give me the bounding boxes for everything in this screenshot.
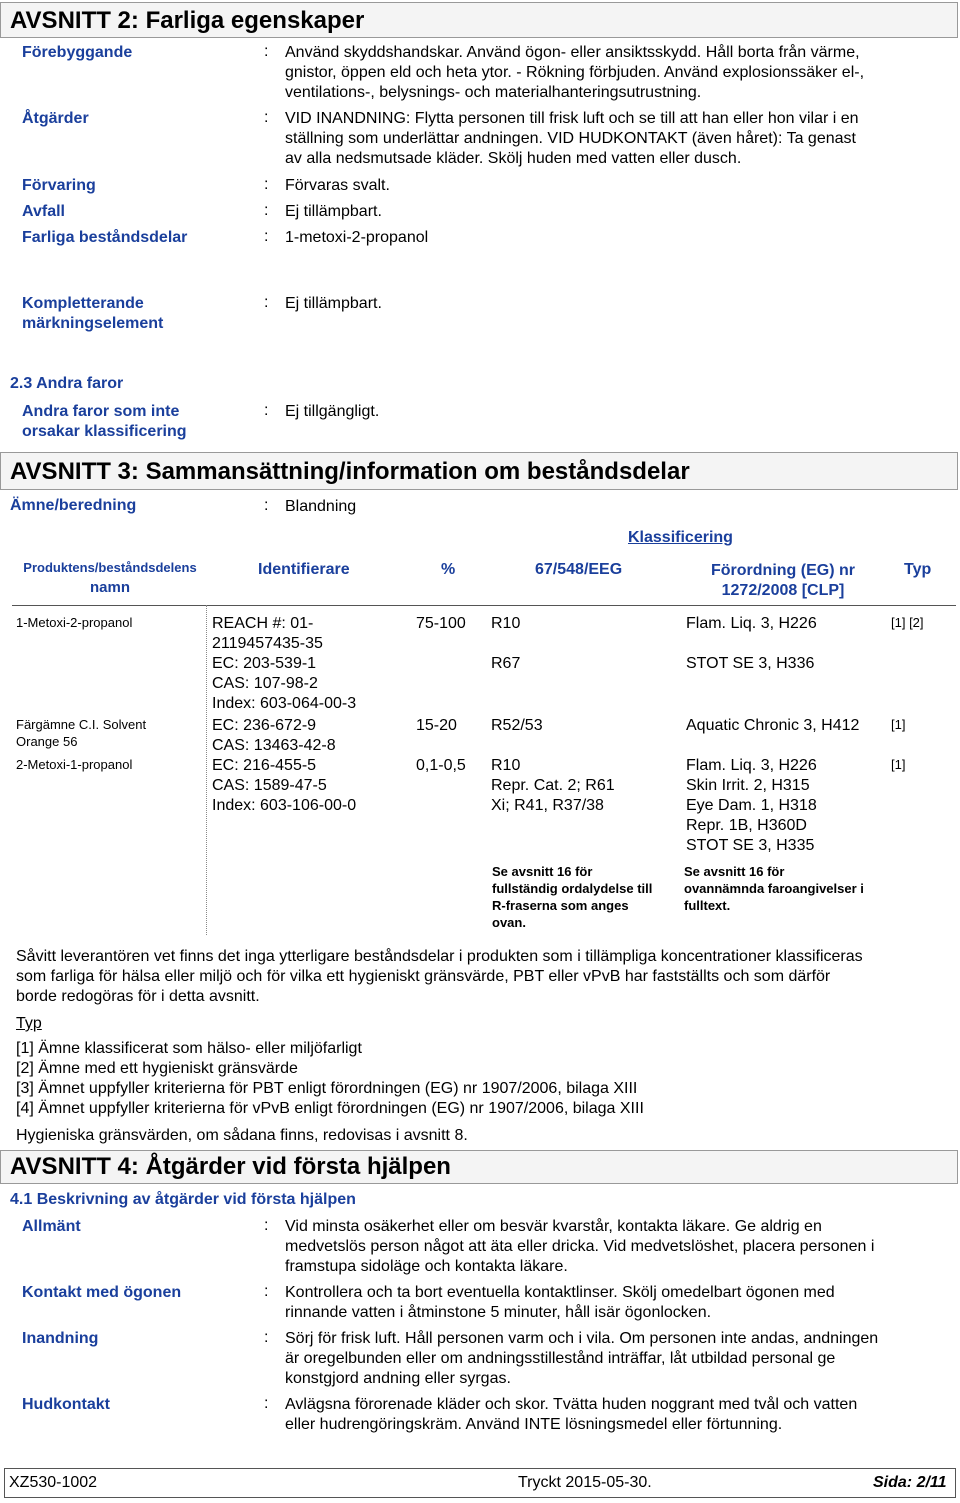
value-disposal: Ej tillämpbart. xyxy=(285,203,382,220)
table-row-identifier: EC: 236-672-9 CAS: 13463-42-8 xyxy=(212,717,336,754)
col-percent-header: % xyxy=(441,561,456,578)
table-row-directive: R10 Repr. Cat. 2; R61 Xi; R41, R37/38 xyxy=(491,757,615,814)
table-row-directive: R52/53 xyxy=(491,717,543,734)
table-row-name: 2-Metoxi-1-propanol xyxy=(16,757,133,772)
other-hazards-heading: 2.3 Andra faror xyxy=(10,375,124,392)
section-2-heading: AVSNITT 2: Farliga egenskaper xyxy=(10,7,365,34)
colon: : xyxy=(264,176,269,193)
classification-heading: Klassificering xyxy=(628,529,733,546)
table-row-type: [1] [2] xyxy=(891,615,924,630)
col-directive-header: 67/548/EEG xyxy=(535,561,623,578)
document-code: XZ530-1002 xyxy=(9,1474,98,1491)
table-row-regulation: Flam. Liq. 3, H226 STOT SE 3, H336 xyxy=(686,615,817,672)
table-row-type: [1] xyxy=(891,757,906,772)
label-storage: Förvaring xyxy=(22,177,96,194)
table-row-percent: 0,1-0,5 xyxy=(416,757,466,774)
colon: : xyxy=(264,1395,269,1412)
colon: : xyxy=(264,1217,269,1234)
table-row-name: 1-Metoxi-2-propanol xyxy=(16,615,133,630)
colon: : xyxy=(264,109,269,126)
label-general: Allmänt xyxy=(22,1218,81,1235)
composition-paragraph: Såvitt leverantören vet finns det inga ytterligare beståndsdelar i produkten som i tillämpliga koncentrationer klassificeras som farliga för hälsa eller miljö och för vilka ett hygieniskt gränsvärde, PBT eller vPvB har fastställts och som därför borde redogöras för i detta avsnitt. xyxy=(16,948,863,1005)
table-row-percent: 15-20 xyxy=(416,717,457,734)
label-eye-contact: Kontakt med ögonen xyxy=(22,1284,182,1301)
table-row-directive: R10 R67 xyxy=(491,615,521,672)
table-row-name: Färgämne C.I. Solvent Orange 56 xyxy=(16,717,147,749)
label-inhalation: Inandning xyxy=(22,1330,99,1347)
print-date: Tryckt 2015-05-30. xyxy=(518,1474,652,1491)
page-footer xyxy=(4,1468,956,1498)
value-supplementary-elements: Ej tillämpbart. xyxy=(285,295,382,312)
value-skin-contact: Avlägsna förorenade kläder och skor. Tvätta huden noggrant med tvål och vatten eller hudrengöringskräm. Använd INTE lösningsmedel eller förtunning. xyxy=(285,1396,858,1433)
label-skin-contact: Hudkontakt xyxy=(22,1396,110,1413)
label-substance: Ämne/beredning xyxy=(10,497,137,514)
label-prevention: Förebyggande xyxy=(22,44,133,61)
colon: : xyxy=(264,43,269,60)
label-other-hazards: Andra faror som inte orsakar klassificering xyxy=(22,403,187,440)
colon: : xyxy=(264,402,269,419)
value-other-hazards: Ej tillgängligt. xyxy=(285,403,380,420)
colon: : xyxy=(264,294,269,311)
value-general: Vid minsta osäkerhet eller om besvär kvarstår, kontakta läkare. Ge aldrig en medvetslös person något att äta eller dricka. Vid medvetslöshet, placera personen i framstupa sidoläge och kontakta läkare. xyxy=(285,1218,875,1275)
table-row-regulation: Aquatic Chronic 3, H412 xyxy=(686,717,860,734)
label-measures: Åtgärder xyxy=(22,110,89,127)
colon: : xyxy=(264,1283,269,1300)
section-3-heading: AVSNITT 3: Sammansättning/information om beståndsdelar xyxy=(10,458,690,485)
value-hazardous-components: 1-metoxi-2-propanol xyxy=(285,229,429,246)
directive-note: Se avsnitt 16 för fullständig ordalydelse till R-fraserna som anges ovan. xyxy=(492,864,653,930)
regulation-note: Se avsnitt 16 för ovannämnda faroangivelser i fulltext. xyxy=(684,864,864,913)
col-regulation-header: Förordning (EG) nr 1272/2008 [CLP] xyxy=(711,562,855,599)
value-substance: Blandning xyxy=(285,498,357,515)
section-4-heading: AVSNITT 4: Åtgärder vid första hjälpen xyxy=(10,1153,451,1180)
type-notes: [1] Ämne klassificerat som hälso- eller miljöfarligt [2] Ämne med ett hygieniskt gränsvärde [3] Ämnet uppfyller kriterierna för PBT enligt förordningen (EG) nr 1907/2006, bilaga XIII [4] Ämnet uppfyller kriterierna för vPvB enligt förordningen (EG) nr 1907/2006, bilaga XIII xyxy=(16,1040,644,1117)
label-supplementary-elements: Kompletterande märkningselement xyxy=(22,295,164,332)
table-row-regulation: Flam. Liq. 3, H226 Skin Irrit. 2, H315 Eye Dam. 1, H318 Repr. 1B, H360D STOT SE 3, H335 xyxy=(686,757,817,854)
table-row-identifier: EC: 216-455-5 CAS: 1589-47-5 Index: 603-106-00-0 xyxy=(212,757,357,814)
page-number: Sida: 2/11 xyxy=(873,1474,947,1491)
table-row-type: [1] xyxy=(891,717,906,732)
type-heading: Typ xyxy=(16,1015,42,1032)
col-type-header: Typ xyxy=(904,561,932,578)
table-row-identifier: REACH #: 01- 2119457435-35 EC: 203-539-1 CAS: 107-98-2 Index: 603-064-00-3 xyxy=(212,615,357,712)
value-storage: Förvaras svalt. xyxy=(285,177,390,194)
table-header-rule xyxy=(12,605,956,606)
col-name-header: Produktens/beståndsdelens namn xyxy=(23,560,197,596)
label-disposal: Avfall xyxy=(22,203,65,220)
label-hazardous-components: Farliga beståndsdelar xyxy=(22,229,188,246)
value-measures: VID INANDNING: Flytta personen till frisk luft och se till att han eller hon vilar i en ställning som underlättar andningen. VID HUDKONTAKT (även håret): Ta genast av alla nedsmutsade kläder. Skölj huden med vatten eller dusch. xyxy=(285,110,859,167)
colon: : xyxy=(264,202,269,219)
value-inhalation: Sörj för frisk luft. Håll personen varm och i vila. Om personen inte andas, andningen är oregelbunden eller om andningsstillestånd inträffar, låt utbildad personal ge konstgjord andning eller syrgas. xyxy=(285,1330,879,1387)
section-4-subheading: 4.1 Beskrivning av åtgärder vid första hjälpen xyxy=(10,1191,356,1208)
hygiene-note: Hygieniska gränsvärden, om sådana finns, redovisas i avsnitt 8. xyxy=(16,1127,468,1144)
value-eye-contact: Kontrollera och ta bort eventuella kontaktlinser. Skölj omedelbart ögonen med rinnande vatten i åtminstone 5 minuter, håll isär ögonlocken. xyxy=(285,1284,835,1321)
colon: : xyxy=(264,497,269,514)
table-column-divider xyxy=(206,605,207,935)
colon: : xyxy=(264,1329,269,1346)
table-row-percent: 75-100 xyxy=(416,615,466,632)
col-identifier-header: Identifierare xyxy=(258,561,350,578)
colon: : xyxy=(264,228,269,245)
value-prevention: Använd skyddshandskar. Använd ögon- eller ansiktsskydd. Håll borta från värme, gnistor, öppen eld och heta ytor. - Rökning förbjuden. Använd explosionssäker el-, ventilations-, belysnings- och materialhanteringsutrustning. xyxy=(285,44,865,101)
